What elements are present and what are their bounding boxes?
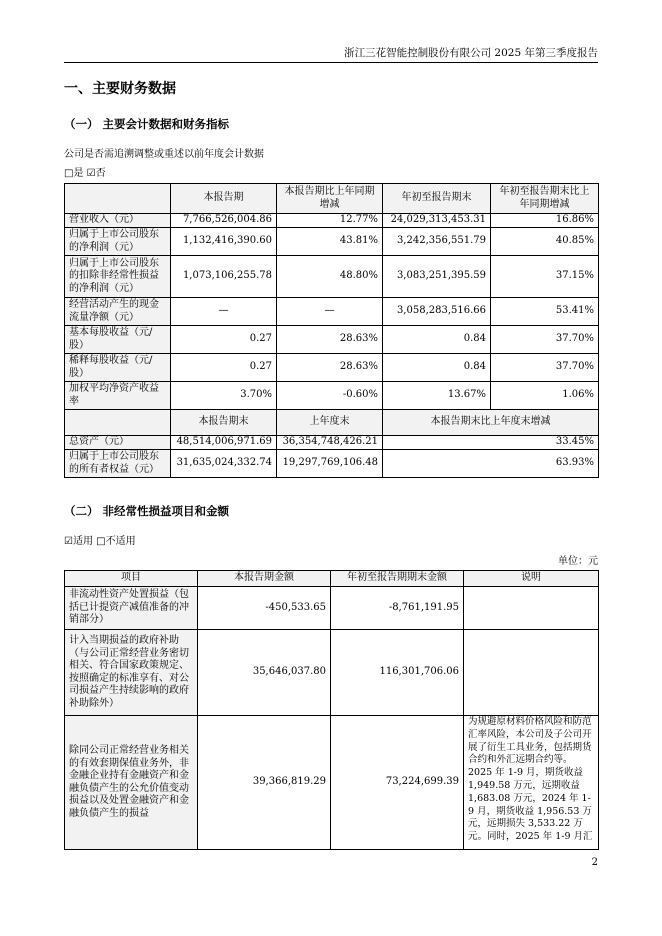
table-cell: 39,366,819.29 — [198, 716, 331, 850]
header-cell: 本报告期末 — [171, 410, 277, 436]
table-header-row — [65, 571, 599, 587]
table-row — [65, 228, 599, 256]
non-recurring-items-table — [64, 570, 599, 850]
header-cell — [65, 184, 171, 214]
table-cell: 12.77% — [277, 214, 383, 228]
header-cell: 本报告期末比上年度末增减 — [383, 410, 599, 436]
subsection-title-1: （一） 主要会计数据和财务指标 — [64, 117, 230, 131]
table-row — [65, 587, 599, 630]
table-row — [65, 630, 599, 716]
table-cell: 1,073,106,255.78 — [171, 256, 277, 298]
table-cell: 48,514,006,971.69 — [171, 436, 277, 450]
row-label: 非流动性资产处置损益（包括已计提资产减值准备的冲销部分） — [65, 587, 198, 630]
table-cell: 16.86% — [491, 214, 599, 228]
header-cell: 上年度末 — [277, 410, 383, 436]
row-label: 计入当期损益的政府补助（与公司正常经营业务密切相关、符合国家政策规定、按照确定的标准享有、对公司损益产生持续影响的政府补助除外） — [65, 630, 198, 716]
table-cell: 3,083,251,395.59 — [383, 256, 491, 298]
table-cell: 28.63% — [277, 326, 383, 354]
section-title: 一、主要财务数据 — [64, 81, 176, 97]
table-row — [65, 716, 599, 850]
restatement-question: 公司是否需追溯调整或重述以前年度会计数据 — [64, 149, 264, 160]
table-cell: 3,058,283,516.66 — [383, 298, 491, 326]
header-cell: 年初至报告期期末金额 — [331, 571, 464, 587]
table-row — [65, 298, 599, 326]
table-cell — [464, 587, 599, 630]
row-label: 除同公司正常经营业务相关的有效套期保值业务外，非金融企业持有金融资产和金融负债产生的公允价值变动损益以及处置金融资产和金融负债产生的损益 — [65, 716, 198, 850]
row-label: 归属于上市公司股东的净利润（元） — [65, 228, 171, 256]
table-cell: 33.45% — [383, 436, 599, 450]
table-cell: 37.70% — [491, 354, 599, 382]
table-cell: 40.85% — [491, 228, 599, 256]
table-cell: 73,224,699.39 — [331, 716, 464, 850]
table-cell: -0.60% — [277, 382, 383, 410]
table-cell: 1.06% — [491, 382, 599, 410]
description-cell: 为规避原材料价格风险和防范汇率风险，本公司及子公司开展了衍生工具业务，包括期货合约和外汇远期合约等。2025 年 1-9 月，期货收益 1,949.58 万元，远期收益 1,683.08 万元，2024 年 1-9 月，期货收益 1,956.53 万元，远期损失 3,533.22 万元。同时，2025 年 1-9 月汇 — [464, 716, 599, 850]
header-cell: 本报告期 — [171, 184, 277, 214]
table-row — [65, 354, 599, 382]
table-cell: 116,301,706.06 — [331, 630, 464, 716]
header-cell: 年初至报告期末 — [383, 184, 491, 214]
table-cell: 63.93% — [383, 450, 599, 478]
header-cell: 本报告期金额 — [198, 571, 331, 587]
table-cell: 37.15% — [491, 256, 599, 298]
page-number: 2 — [591, 857, 598, 868]
table-cell — [464, 630, 599, 716]
row-label: 经营活动产生的现金流量净额（元） — [65, 298, 171, 326]
table-cell: 3.70% — [171, 382, 277, 410]
table-cell: 19,297,769,106.48 — [277, 450, 383, 478]
table-cell: -450,533.65 — [198, 587, 331, 630]
restatement-answer: □是 ☑否 — [64, 168, 106, 179]
row-label: 加权平均净资产收益率 — [65, 382, 171, 410]
table-cell: 43.81% — [277, 228, 383, 256]
table-cell: 31,635,024,332.74 — [171, 450, 277, 478]
report-title: 浙江三花智能控制股份有限公司 2025 年第三季度报告 — [344, 47, 598, 59]
table-cell: 53.41% — [491, 298, 599, 326]
table-row — [65, 256, 599, 298]
table-cell: 0.27 — [171, 354, 277, 382]
header-cell: 项目 — [65, 571, 198, 587]
header-cell: 说明 — [464, 571, 599, 587]
table-cell: 48.80% — [277, 256, 383, 298]
table-cell: 24,029,313,453.31 — [383, 214, 491, 228]
table-row — [65, 382, 599, 410]
table-cell: 36,354,748,426.21 — [277, 436, 383, 450]
table-cell: 0.84 — [383, 354, 491, 382]
main-financial-data-table — [64, 183, 599, 478]
row-label: 归属于上市公司股东的所有者权益（元） — [65, 450, 171, 478]
row-label: 稀释每股收益（元/股） — [65, 354, 171, 382]
table-cell: -8,761,191.95 — [331, 587, 464, 630]
table-cell: 35,646,037.80 — [198, 630, 331, 716]
table-row — [65, 436, 599, 450]
table-cell: 3,242,356,551.79 — [383, 228, 491, 256]
table-cell: 28.63% — [277, 354, 383, 382]
page-header — [64, 46, 598, 63]
row-label: 归属于上市公司股东的扣除非经常性损益的净利润（元） — [65, 256, 171, 298]
header-cell: 本报告期比上年同期增减 — [277, 184, 383, 214]
row-label: 基本每股收益（元/股） — [65, 326, 171, 354]
table-cell: 13.67% — [383, 382, 491, 410]
table-cell: 0.84 — [383, 326, 491, 354]
row-label: 总资产（元） — [65, 436, 171, 450]
table-cell: — — [171, 298, 277, 326]
subsection-title-2: （二） 非经常性损益项目和金额 — [64, 504, 230, 518]
table-row — [65, 450, 599, 478]
table-row — [65, 214, 599, 228]
header-cell — [65, 410, 171, 436]
unit-label: 单位：元 — [558, 556, 598, 567]
applicability-indicator: ☑适用 □不适用 — [64, 536, 136, 547]
table-cell: 37.70% — [491, 326, 599, 354]
header-cell: 年初至报告期末比上年同期增减 — [491, 184, 599, 214]
table-header-row — [65, 410, 599, 436]
table-cell: 0.27 — [171, 326, 277, 354]
table-cell: 1,132,416,390.60 — [171, 228, 277, 256]
table-cell: 7,766,526,004.86 — [171, 214, 277, 228]
table-cell: — — [277, 298, 383, 326]
row-label: 营业收入（元） — [65, 214, 171, 228]
table-row — [65, 326, 599, 354]
table-header-row — [65, 184, 599, 214]
